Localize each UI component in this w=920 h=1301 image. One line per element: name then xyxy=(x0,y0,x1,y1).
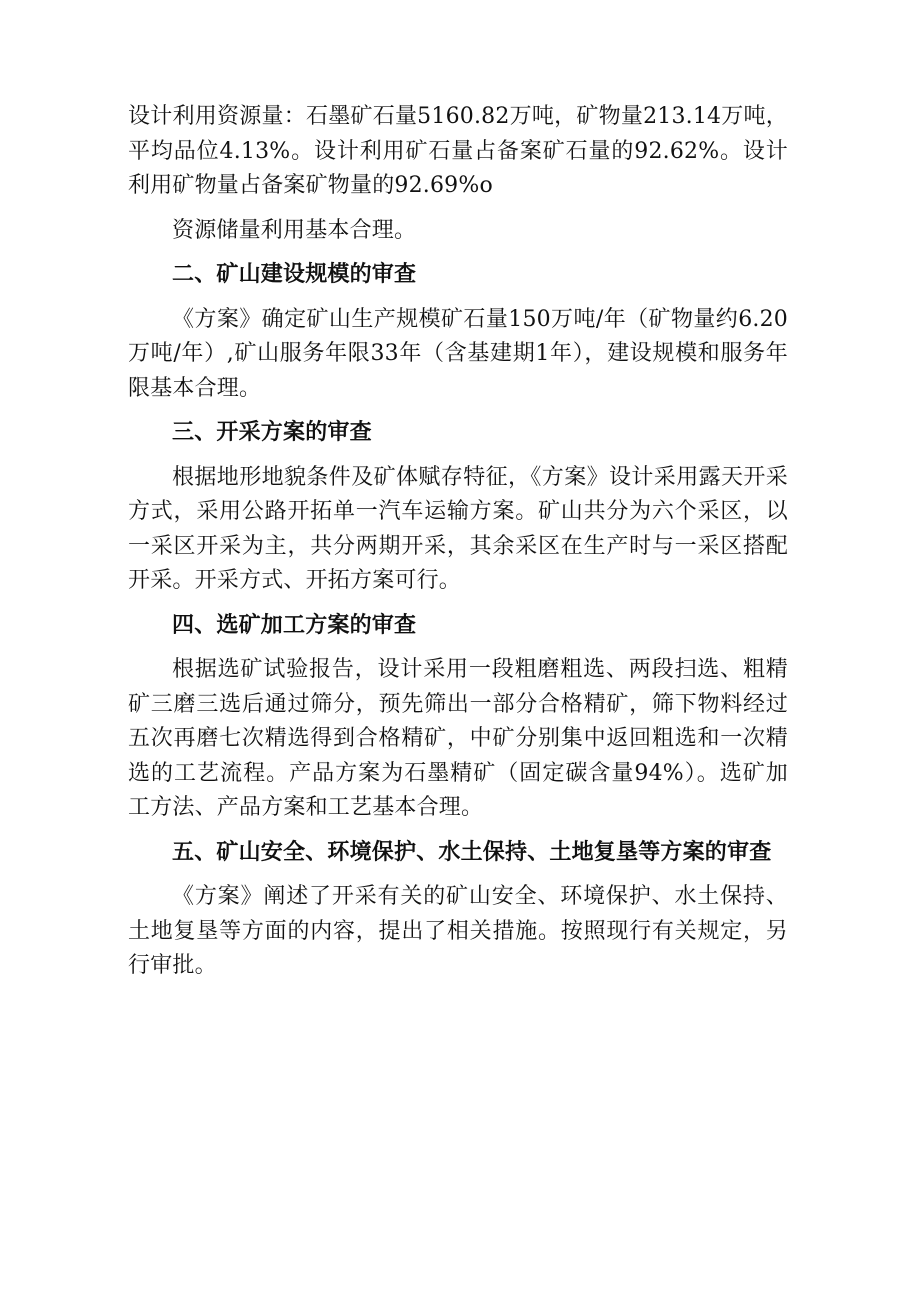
section-heading-safety-environment: 五、矿山安全、环境保护、水土保持、土地复垦等方案的审查 xyxy=(172,839,772,865)
intro-paragraph-conclusion: 资源储量利用基本合理。 xyxy=(172,217,417,243)
section-heading-processing-plan: 四、选矿加工方案的审查 xyxy=(172,612,417,638)
intro-paragraph-resources: 设计利用资源量：石墨矿石量5160.82万吨，矿物量213.14万吨，平均品位4.13%。设计利用矿石量占备案矿石量的92.62%。设计利用矿物量占备案矿物量的92.69%o xyxy=(128,104,788,198)
section-body-safety-environment: 《方案》阐述了开采有关的矿山安全、环境保护、水土保持、土地复垦等方面的内容，提出了相关措施。按照现行有关规定，另行审批。 xyxy=(128,884,788,978)
section-body-construction-scale: 《方案》确定矿山生产规模矿石量150万吨/年（矿物量约6.20万吨/年）,矿山服务年限33年（含基建期1年），建设规模和服务年限基本合理。 xyxy=(128,306,788,401)
section-body-processing-plan: 根据选矿试验报告，设计采用一段粗磨粗选、两段扫选、粗精矿三磨三选后通过筛分，预先筛出一部分合格精矿，筛下物料经过五次再磨七次精选得到合格精矿，中矿分别集中返回粗选和一次精选的工艺流程。产品方案为石墨精矿（固定碳含量94%）。选矿加工方法、产品方案和工艺基本合理。 xyxy=(128,657,788,820)
section-heading-construction-scale: 二、矿山建设规模的审查 xyxy=(172,262,417,287)
document-page xyxy=(128,100,788,994)
section-heading-mining-plan: 三、开采方案的审查 xyxy=(172,420,372,445)
section-body-mining-plan: 根据地形地貌条件及矿体赋存特征，《方案》设计采用露天开采方式，采用公路开拓单一汽车运输方案。矿山共分为六个采区，以一采区开采为主，共分两期开采，其余采区在生产时与一采区搭配开采。开采方式、开拓方案可行。 xyxy=(128,464,788,593)
